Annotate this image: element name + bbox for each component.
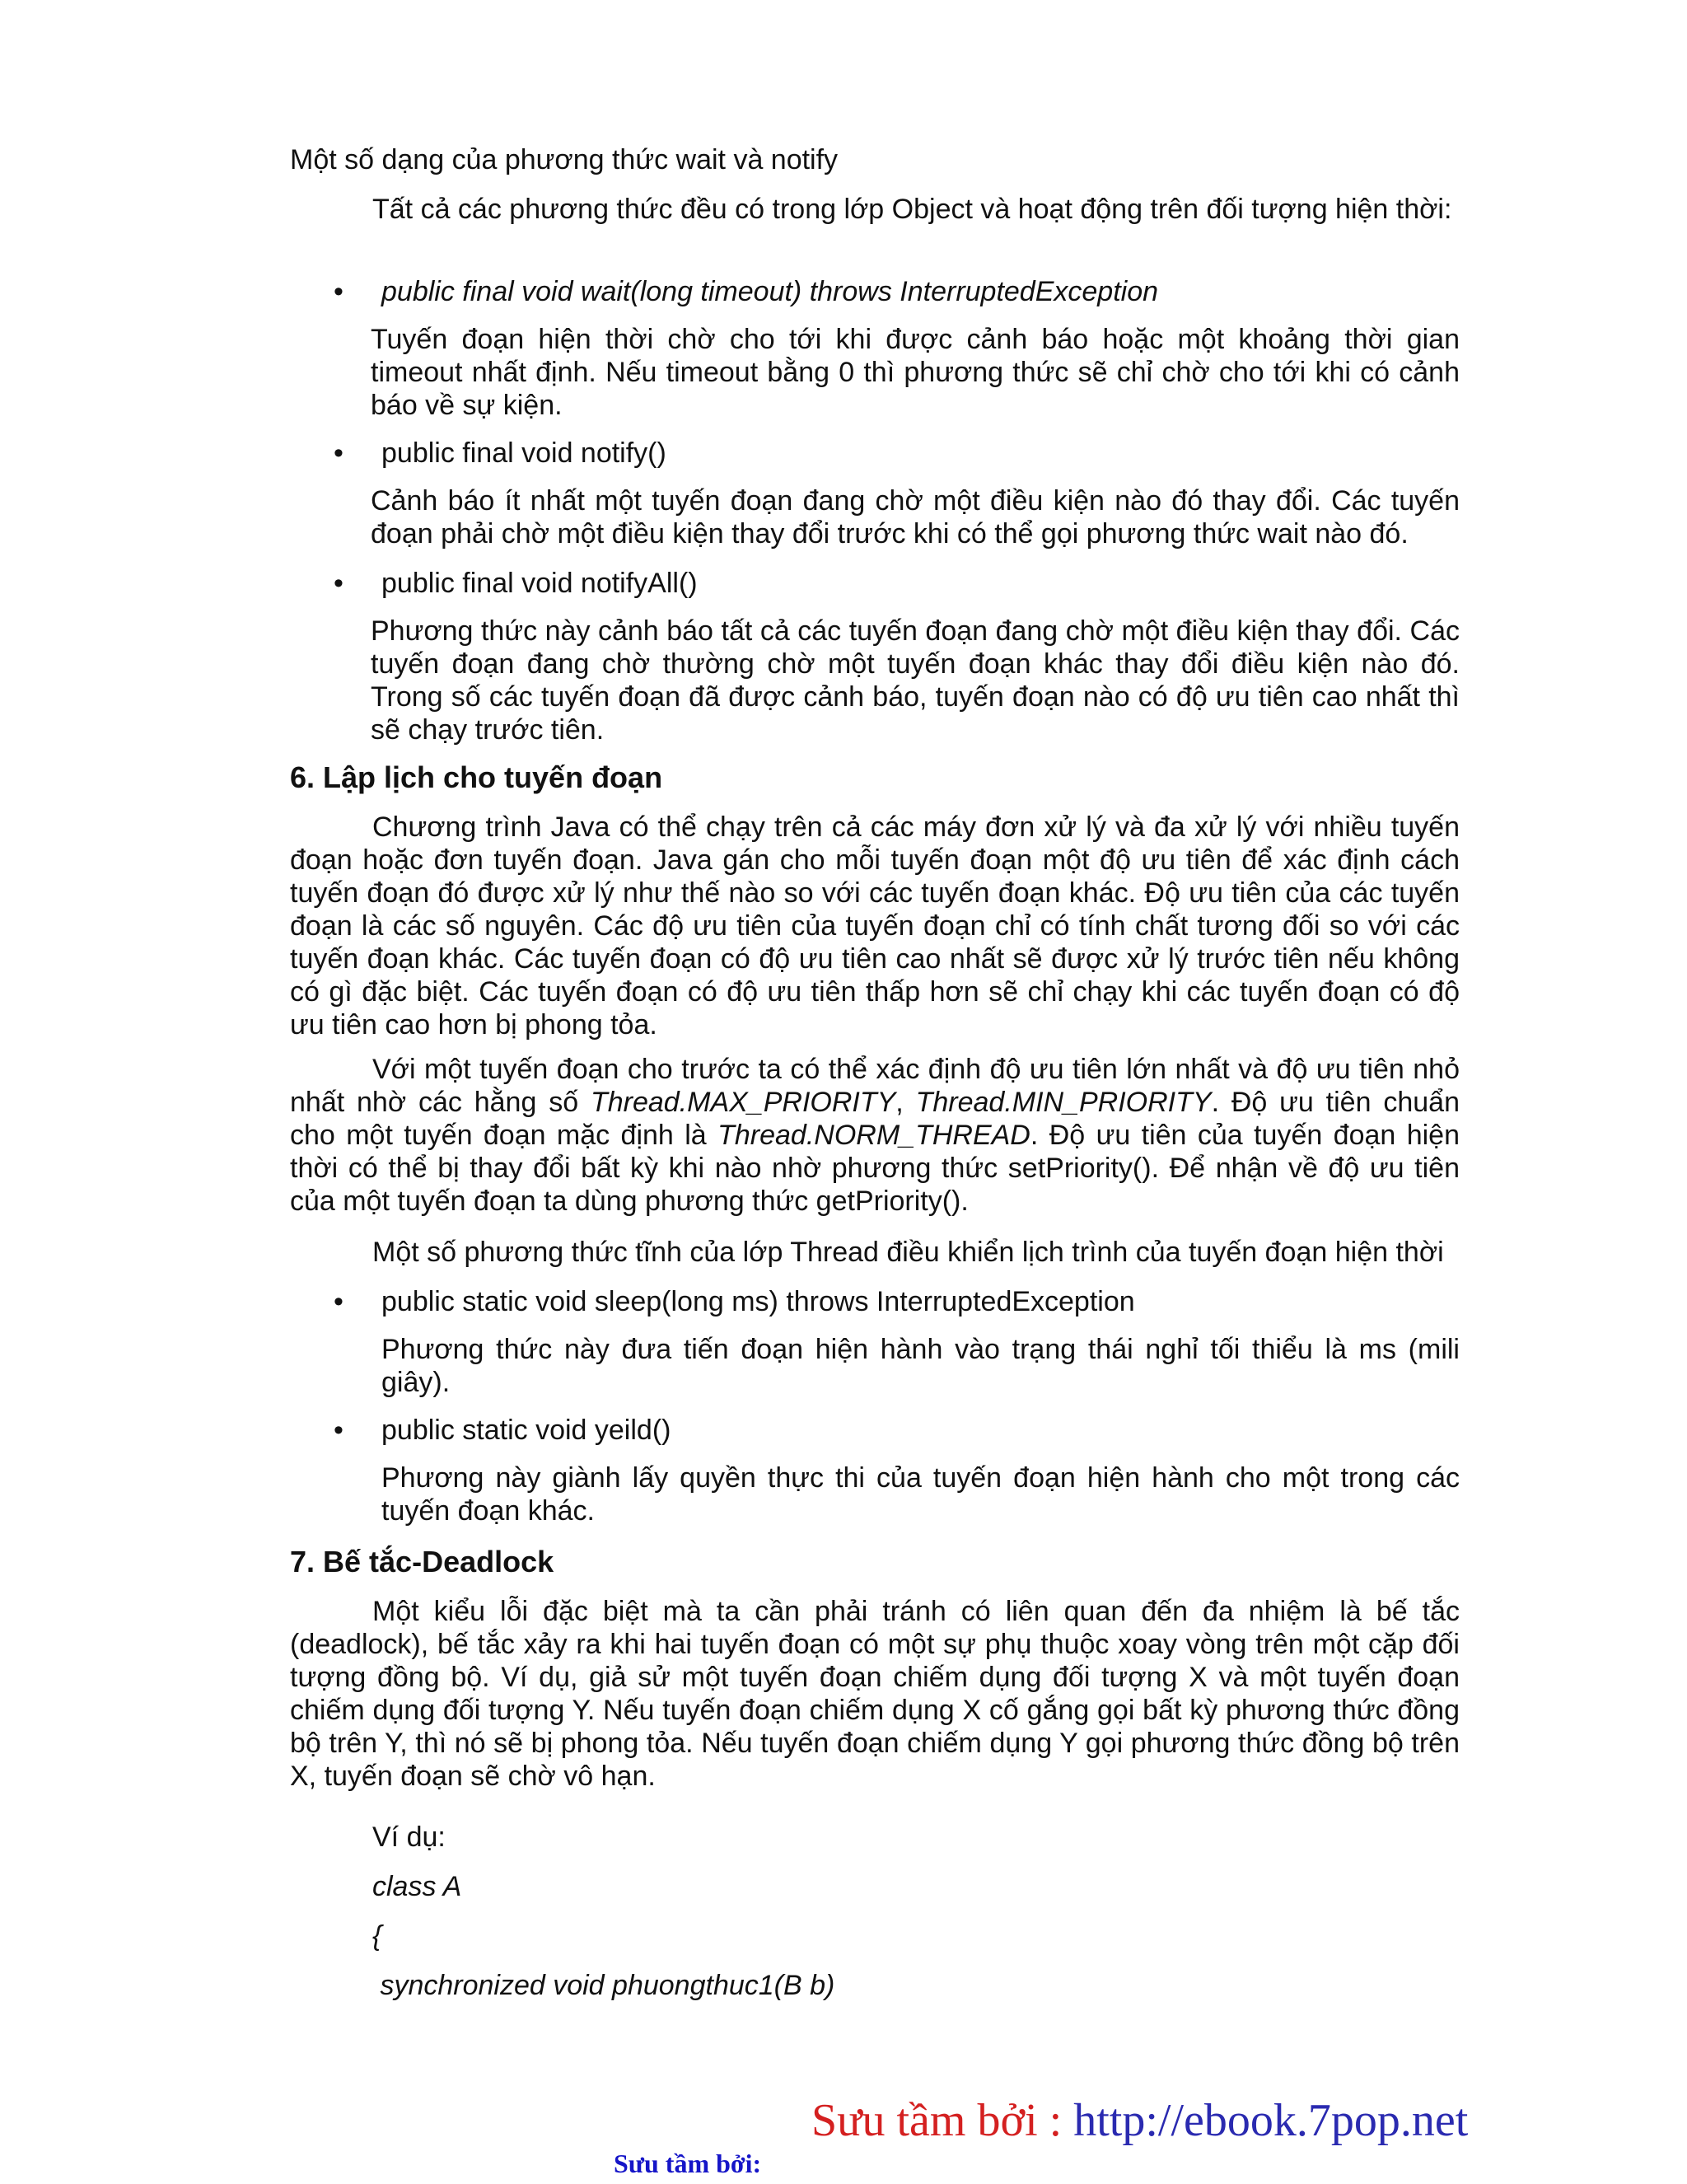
bullet-icon: • xyxy=(334,1286,343,1317)
section-7-paragraph-1: Một kiểu lỗi đặc biệt mà ta cần phải tránh có liên quan đến đa nhiệm là bế tắc (deadlock), bế tắc xảy ra khi hai tuyến đoạn có một sự phụ thuộc xoay vòng trên một cặp đối tượng đồng bộ. Ví dụ, giả sử một tuyến đoạn chiếm dụng đối tượng X và một tuyến đoạn chiếm dụng đối tượng Y. Nếu tuyến đoạn chiếm dụng X cố gắng gọi bất kỳ phương thức đồng bộ trên Y, thì nó sẽ bị phong tỏa. Nếu tuyến đoạn chiếm dụng Y gọi phương thức đồng bộ trên X, tuyến đoạn sẽ chờ vô hạn. xyxy=(290,1596,1460,1792)
bullet-icon: • xyxy=(334,276,343,307)
bullet-icon: • xyxy=(334,568,343,599)
method-description-yeild: Phương này giành lấy quyền thực thi của tuyến đoạn hiện hành cho một trong các tuyến đoạn khác. xyxy=(381,1462,1460,1527)
para2-text-b: . Độ ưu tiên chuẩn cho một tuyến đoạn mặc định là xyxy=(290,1087,1460,1151)
para2-text-a: Với một tuyến đoạn cho trước ta có thể xác định độ ưu tiên lớn nhất và độ ưu tiên nhỏ nhất nhờ các hằng số xyxy=(290,1054,1460,1118)
section-7-heading xyxy=(290,1546,1460,1578)
method-description-sleep: Phương thức này đưa tiến đoạn hiện hành vào trạng thái nghỉ tối thiểu là ms (mili giây). xyxy=(381,1334,1460,1398)
min-priority-constant: Thread.MIN_PRIORITY xyxy=(915,1087,1212,1118)
para2-text-c: . Độ ưu tiên của tuyến đoạn hiện thời có thể bị thay đổi bất kỳ khi nào nhờ phương thức setPriority(). Để nhận về độ ưu tiên của một tuyến đoạn ta dùng phương thức getPriority(). xyxy=(290,1120,1460,1217)
section-6-heading xyxy=(290,761,1460,794)
method-signature-notifyall: public final void notifyAll() xyxy=(381,568,698,599)
method-signature-yeild: public static void yeild() xyxy=(381,1415,671,1446)
watermark-link: http://ebook.7pop.net xyxy=(1073,2095,1469,2146)
section-6-title: 6. Lập lịch cho tuyến đoạn xyxy=(290,760,663,794)
norm-thread-constant: Thread.NORM_THREAD xyxy=(717,1120,1030,1151)
para2-separator: , xyxy=(895,1087,916,1118)
method-signature-notify: public final void notify() xyxy=(381,437,666,469)
method-description-wait: Tuyến đoạn hiện thời chờ cho tới khi được cảnh báo hoặc một khoảng thời gian timeout nhất định. Nếu timeout bằng 0 thì phương thức sẽ chỉ chờ cho tới khi có cảnh báo về sự kiện. xyxy=(371,324,1460,421)
watermark xyxy=(811,2095,1469,2146)
bullet-icon: • xyxy=(334,437,343,469)
method-signature-wait: public final void wait(long timeout) throws InterruptedException xyxy=(381,276,1159,307)
footer-label: Sưu tầm bởi: xyxy=(614,2149,762,2178)
wait-notify-intro: Tất cả các phương thức đều có trong lớp Object và hoạt động trên đối tượng hiện thời: xyxy=(372,194,1452,225)
section-6-paragraph-3: Một số phương thức tĩnh của lớp Thread điều khiển lịch trình của tuyến đoạn hiện thời xyxy=(372,1237,1444,1268)
code-line-2: { xyxy=(372,1920,382,1952)
method-description-notifyall: Phương thức này cảnh báo tất cả các tuyến đoạn đang chờ một điều kiện thay đổi. Các tuyến đoạn đang chờ thường chờ một tuyến đoạn khác thay đổi điều kiện nào đó. Trong số các tuyến đoạn đã được cảnh báo, tuyến đoạn nào có độ ưu tiên cao nhất thì sẽ chạy trước tiên. xyxy=(371,615,1460,746)
method-signature-sleep: public static void sleep(long ms) throws InterruptedException xyxy=(381,1286,1135,1317)
bullet-icon: • xyxy=(334,1415,343,1446)
code-line-1: class A xyxy=(372,1871,462,1902)
section-6-paragraph-1: Chương trình Java có thể chạy trên cả các máy đơn xử lý và đa xử lý với nhiều tuyến đoạn hoặc đơn tuyến đoạn. Java gán cho mỗi tuyến đoạn một độ ưu tiên để xác định cách tuyến đoạn đó được xử lý như thế nào so với các tuyến đoạn khác. Độ ưu tiên của các tuyến đoạn là các số nguyên. Các độ ưu tiên của tuyến đoạn chỉ có tính chất tương đối so với các tuyến đoạn khác. Các tuyến đoạn có độ ưu tiên cao nhất sẽ được xử lý trước tiên nếu không có gì đặc biệt. Các tuyến đoạn có độ ưu tiên thấp hơn sẽ chỉ chạy khi các tuyến đoạn có độ ưu tiên cao hơn bị phong tỏa. xyxy=(290,811,1460,1041)
wait-notify-heading: Một số dạng của phương thức wait và notify xyxy=(290,144,839,175)
example-label: Ví dụ: xyxy=(372,1822,446,1853)
method-description-notify: Cảnh báo ít nhất một tuyến đoạn đang chờ một điều kiện nào đó thay đổi. Các tuyến đoạn phải chờ một điều kiện thay đổi trước khi có thể gọi phương thức wait nào đó. xyxy=(371,485,1460,550)
code-line-3: synchronized void phuongthuc1(B b) xyxy=(372,1970,835,2001)
watermark-text: Sưu tầm bởi : xyxy=(811,2095,1074,2146)
section-6-paragraph-2 xyxy=(290,1053,1460,1218)
max-priority-constant: Thread.MAX_PRIORITY xyxy=(590,1087,896,1118)
section-7-title: 7. Bế tắc-Deadlock xyxy=(290,1545,554,1578)
